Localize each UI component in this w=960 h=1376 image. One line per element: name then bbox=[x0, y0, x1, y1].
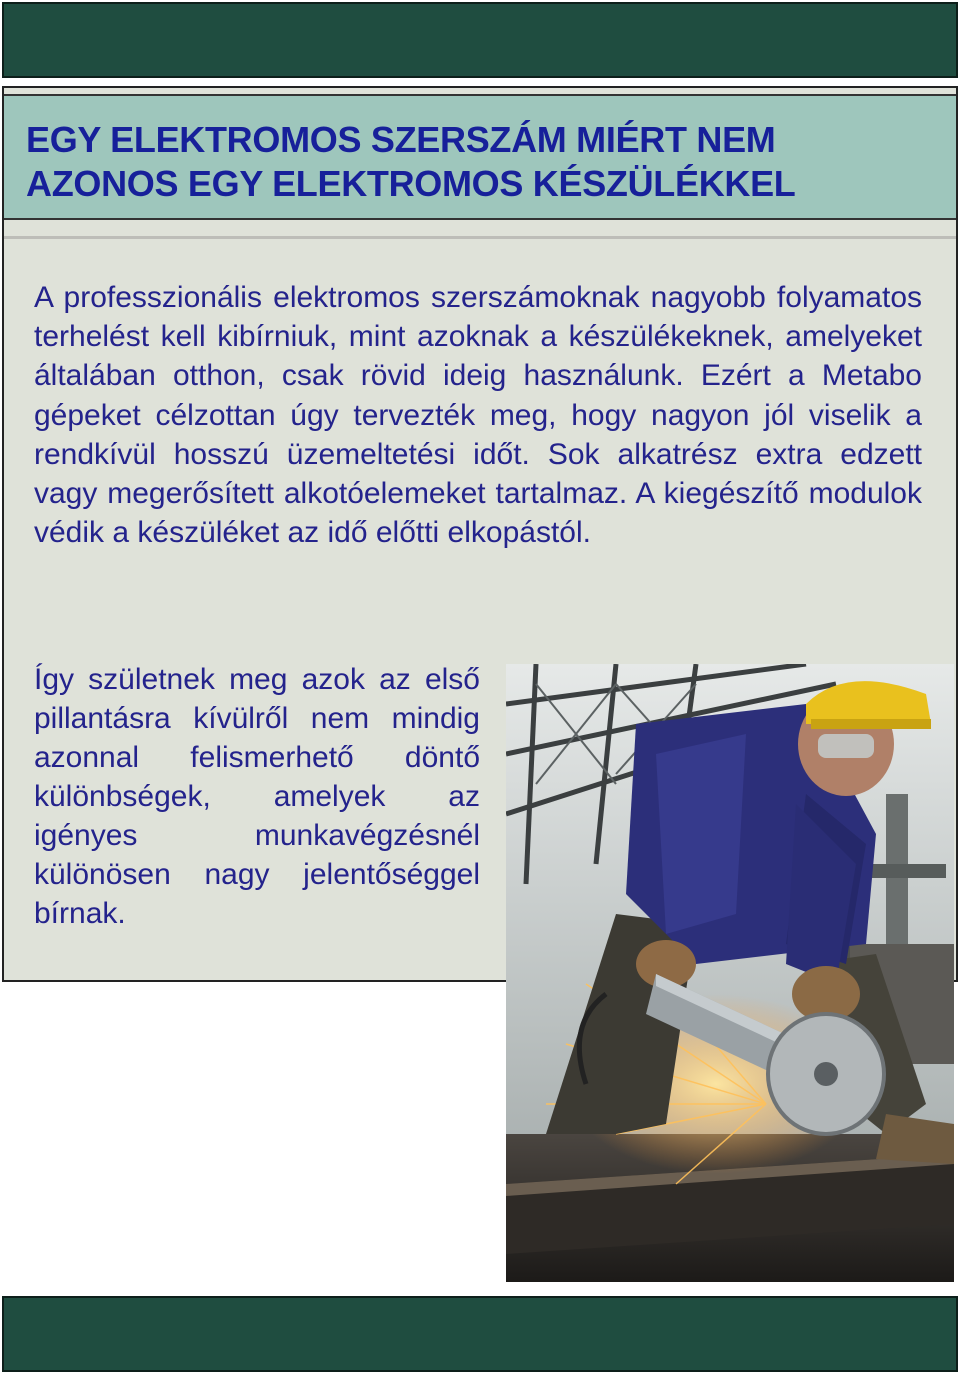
top-header-band bbox=[2, 2, 958, 78]
intro-paragraph: A professzionális elektromos szerszámoknak nagyobb folyamatos terhelést kell kibírniuk, mint azoknak a készülékeknek, amelyeket általában otthon, csak rövid ideig használunk. Ezért a Metabo gépeket célzottan úgy tervezték meg, hogy nagyon jól viselik a rendkívül hosszú üzemeltetési időt. Sok alkatrész extra edzett vagy megerősített alkotóelemeket tartalmaz. A kiegészítő modulok védik a készüléket az idő előtti elkopástól. bbox=[34, 281, 922, 550]
title-line-1: EGY ELEKTROMOS SZERSZÁM MIÉRT NEM bbox=[26, 119, 776, 160]
title-line-2: AZONOS EGY ELEKTROMOS KÉSZÜLÉKKEL bbox=[26, 163, 796, 204]
photo-worker-angle-grinder bbox=[506, 664, 954, 1282]
bottom-footer-band bbox=[2, 1296, 958, 1372]
title-box bbox=[4, 94, 956, 220]
blank-area bbox=[2, 982, 506, 1286]
divider bbox=[4, 236, 956, 239]
page-title bbox=[26, 118, 926, 206]
second-paragraph: Így születnek meg azok az első pillantásra kívülről nem mindig azonnal felismerhető döntő különbségek, amelyek az igényes munkavégzésnél különösen nagy jelentőséggel bírnak. bbox=[34, 663, 480, 930]
